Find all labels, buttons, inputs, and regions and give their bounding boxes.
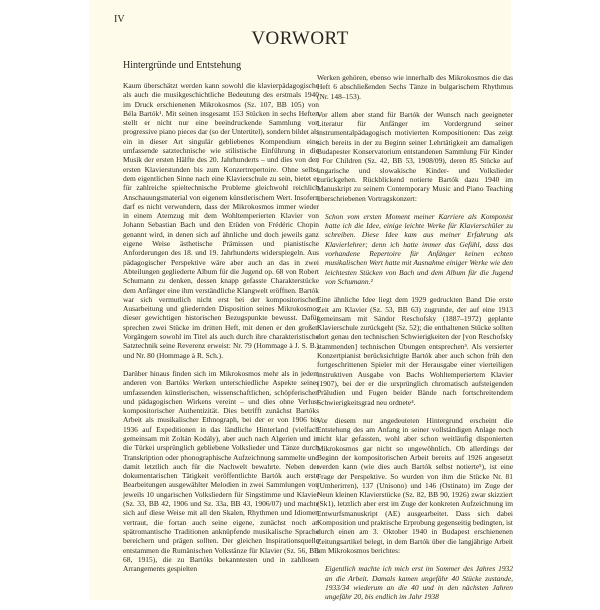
- document-page: [89, 0, 511, 600]
- right-column: [317, 73, 513, 610]
- block-quote: Eigentlich machte ich mich erst im Sommer des Jahres 1932 an die Arbeit. Damals kamen ungefähr 40 Stücke zustande, 1933/34 wiederum an die 40 und in den nächsten Jahren ungefähr 20, bis endlich im Jahr 1938: [325, 564, 513, 602]
- paragraph: Eine ähnliche Idee liegt dem 1929 gedruckten Band Die erste Zeit am Klavier (Sz. 53, BB 63) zugrunde, der auf eine 1913 gemeinsam mit Sándor Reschofsky (1887–1972) geplante Klavierschule zurückgeht (Sz. 52); die enthaltenen Stücke sollten dort genau den technischen Schwierigkeiten der [von Reschofsky stammenden] technischen Übungen entsprechen³. Als versierter Konzertpianist berücksichtigte Bartók aber auch schon früh den fortgeschrittenen Spieler mit der Herausgabe einer vierteiligen instruktiven Ausgabe von Bachs Wohltemperiertem Klavier (1907), bei der er die ursprünglich chromatisch aufsteigenden Präludien und Fugen beider Bände nach fortschreitendem Schwierigkeitsgrad neu ordnete⁴.: [317, 295, 513, 407]
- paragraph: Kaum überschätzt werden kann sowohl die klavierpädagogische als auch die musikgeschichtliche Bedeutung des erstmals 1940 im Druck erschienenen Mikrokosmos (Sz. 107, BB 105) von Béla Bartók¹. Mit seinen insgesamt 153 Stücken in sechs Heften stellt er nicht nur eine beeindruckende Sammlung von progressive piano pieces dar (so der Untertitel), sondern bildet als ein in dieser Art singulär gebliebenes Kompendium eine umfassende satztechnische wie stilistische Einführung in die Musik der ersten Hälfte des 20. Jahrhunderts – und dies von den ersten Klavierstunden bis zum Konzertrepertoire. Ohne selbst dem eigentlichen Sinne nach eine Klavierschule zu sein, bietet er für zahlreiche spieltechnische Probleme gleichwohl reichlich Anschauungsmaterial von eigenem künstlerischem Wert. Insofern darf es nicht verwundern, dass der Mikrokosmos immer wieder in einem Atemzug mit dem Wohltemperierten Klavier von Johann Sebastian Bach und den Etüden von Frédéric Chopin genannt wird, in denen sich auf ähnliche und doch jeweils ganz eigene Weise ästhetische Prämissen und pianistische Anforderungen des 18. und 19. Jahrhunderts widerspiegeln. Aus pädagogischer Perspektive wäre aber auch an das in zwei Abteilungen gegliederte Album für die Jugend op. 68 von Robert Schumann zu denken, dessen knapp gefasste Charakterstücke dem Anfänger eine ihm verständliche Klangwelt eröffnen. Bartók war sich vermutlich nicht erst bei der kompositorischen Ausarbeitung und gliedernden Disposition seines Mikrokosmos dieser gewichtigen historischen Bezugspunkte bewusst. Dafür sprechen zwei Stücke im dritten Heft, mit denen er den großen Vorgängern sowohl im Titel als auch durch ihre charakteristische Satztechnik seine Reverenz erweist: Nr. 79 (Hommage à J. S. B.) und Nr. 80 (Hommage à R. Sch.).: [123, 81, 319, 360]
- page-number: IV: [114, 14, 125, 25]
- page-title: VORWORT: [251, 28, 349, 49]
- section-heading: Hintergründe und Entstehung: [123, 60, 242, 71]
- left-column: [123, 60, 319, 582]
- block-quote: Schon vom ersten Moment meiner Karriere als Komponist hatte ich die Idee, einige leichte Werke für Klavierschüler zu schreiben. Diese Idee kam aus meiner Erfahrung als Klavierlehrer; denn ich hatte immer das Gefühl, dass das vorhandene Repertoire für Anfänger keinen echten musikalischen Wert hatte mit Ausnahme einiger Werke wie den leichtesten Stücken von Bach und dem Album für die Jugend von Schumann.²: [325, 211, 513, 286]
- paragraph: Werken gehören, ebenso wie innerhalb des Mikrokosmos die das Heft 6 abschließenden Sechs Tänze in bulgarischem Rhythmus (Nr. 148–153).: [317, 73, 513, 101]
- paragraph: Darüber hinaus finden sich im Mikrokosmos mehr als in jedem anderen von Bartóks Werken unterschiedliche Aspekte seines umfassenden künstlerischen, wissenschaftlichen, schöpferischen und pädagogischen Wirkens vereint – und dies ohne Verlust kompositorischer Authentizität. Dies betrifft zunächst Bartóks Arbeit als musikalischer Ethnograph, bei der er von 1906 bis 1936 auf Expeditionen in das ländliche Hinterland (vielfach gemeinsam mit Zoltán Kodály), aber auch nach Algerien und in die Türkei ursprünglich gebliebene Volkslieder und Tänze durch Transkription oder phonographische Aufzeichnung sammelte und damit letztlich auch für die Nachwelt bewahrte. Neben der dokumentarischen Tätigkeit veröffentlichte Bartók auch erste Bearbeitungen ausgewählter Melodien in zwei Sammlungen von jeweils 10 ungarischen Volksliedern für Singstimme und Klavier (Sz. 33, BB 42, 1906 und Sz. 33a, BB 43, 1906/07) und machte sich auf diese Weise mit all den Skalen, Rhythmen und Idiomen vertraut, die fortan auch seine eigene, zunächst noch an spätromantische Traditionen anknüpfende musikalische Sprache bereichern und prägen sollten. Der gleichen Inspirationsquelle entstammen die Rumänischen Volkstänze für Klavier (Sz. 56, BB 68, 1915), die zu Bartóks bekanntesten und in zahllosen Arrangements gespielten: [123, 368, 319, 574]
- paragraph: Vor diesem nur angedeuteten Hintergrund erscheint die Entstehung des am Anfang in seiner vollständigen Anlage noch nicht klar gefassten, wohl aber schon weitläufig disponierten Mikrokosmos gar nicht so ungewöhnlich. Ob allerdings der Beginn der kompositorischen Arbeit bereits auf 1926 angesetzt werden kann (wie dies auch Bartók selbst notierte⁵), ist eine Frage der Perspektive. So wurden von ihm die Stücke Nr. 81 (Umherirren), 137 (Unisono) und 146 (Ostinato) im Zuge der Neun kleinen Klavierstücke (Sz. 82, BB 90, 1926) zwar skizziert (Sk1), letztlich aber erst im Zuge der konkreten Aufzeichnung im Entwurfsmanuskript (AE) ausgearbeitet. Dass sich dabei Komposition und praktische Erprobung gegenseitig bedingten, ist durch einen am 3. Oktober 1940 in Budapest erschienenen Zeitungsartikel belegt, in dem Bartók über die langjährige Arbeit am Mikrokosmos berichtes:: [317, 415, 513, 555]
- paragraph: Vor allem aber stand für Bartók der Wunsch nach geeigneter Literatur für Anfänger im Vordergrund seiner instrumentalpädagogisch motivierten Kompositionen: Das zeigt sich bereits in der zu Beginn seiner Lehrtätigkeit am damaligen Budapester Konservatorium entstandenen Sammlung Für Kinder / For Children (Sz. 42, BB 53, 1908/09), deren 85 Stücke auf ungarische und slowakische Kinder- und Volkslieder zurückgehen. Rückblickend notierte Bartók dazu 1940 im Manuskript zu seinem Contemporary Music and Piano Teaching überschriebenen Vortragskonzert:: [317, 109, 513, 203]
